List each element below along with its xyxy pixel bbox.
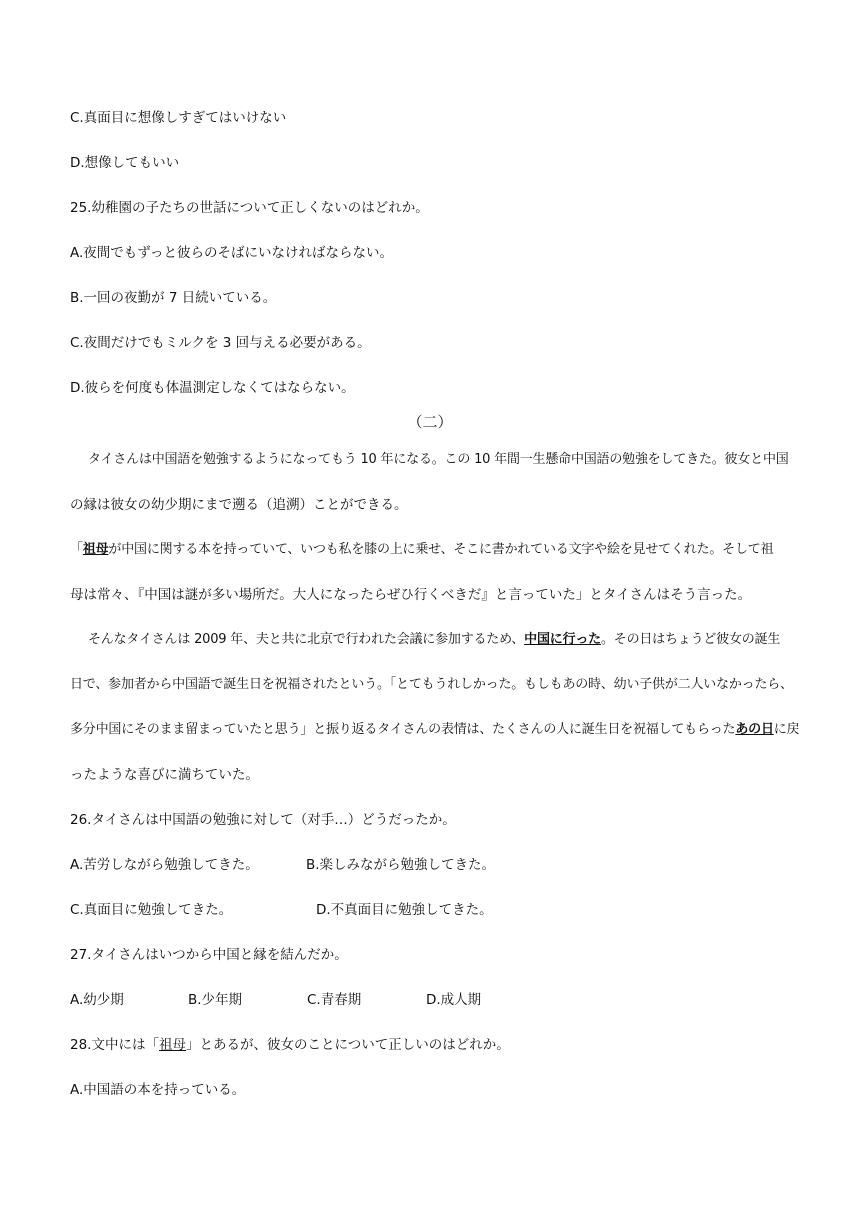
q28-question-b: 」とあるが、彼女のことについて正しいのはどれか。 xyxy=(185,1037,510,1053)
passage-p3-line4: ったような喜びに満ちていた。 xyxy=(70,767,259,783)
passage-p3-line2: 日で、参加者から中国語で誕生日を祝福されたという。「とてもうれしかった。もしもあの時、幼い子供が二人いなかったら、 xyxy=(70,677,793,692)
passage-p3-line1-b: 。その日はちょうど彼女の誕生 xyxy=(600,632,781,647)
q28-option-a: A.中国語の本を持っている。 xyxy=(70,1082,246,1098)
q27-option-d: D.成人期 xyxy=(426,992,482,1008)
q28-question-a: 28.文中には「 xyxy=(70,1037,159,1053)
q26-option-a: A.苦労しながら勉強してきた。 xyxy=(70,857,259,873)
passage-p2-line1-rest: が中国に関する本を持っていて、いつも私を膝の上に乗せ、そこに書かれている文字や絵を見せてくれた。そして祖 xyxy=(108,542,774,557)
q27-options xyxy=(70,990,802,1010)
q27-question: 27.タイさんはいつから中国と縁を結んだか。 xyxy=(70,947,348,963)
passage-p1-line1: タイさんは中国語を勉強するようになってもう 10 年になる。この 10 年間一生懸命中国語の勉強をしてきた。彼女と中国 xyxy=(88,452,789,467)
q27-option-c: C.青春期 xyxy=(307,992,362,1008)
ano-hi-underlined: あの日 xyxy=(735,722,774,737)
q26-option-b: B.楽しみながら勉強してきた。 xyxy=(306,857,496,873)
passage-p2-line1 xyxy=(70,540,802,560)
q26-options-row1 xyxy=(70,855,802,875)
sobo-underlined: 祖母 xyxy=(82,542,109,557)
chugoku-ni-itta-underlined: 中国に行った xyxy=(524,632,601,647)
q24-option-c: C.真面目に想像しすぎてはいけない xyxy=(70,110,287,126)
q25-option-b: B.一回の夜勤が 7 日続いている。 xyxy=(70,290,277,306)
passage-p1-line2: の縁は彼女の幼少期にまで遡る（追溯）ことができる。 xyxy=(70,497,408,513)
q26-question: 26.タイさんは中国語の勉強に対して（对手…）どうだったか。 xyxy=(70,812,456,828)
q26-options-row2 xyxy=(70,900,802,920)
q25-question: 25.幼稚園の子たちの世話について正しくないのはどれか。 xyxy=(70,200,429,216)
passage-p3-line1-a: そんなタイさんは 2009 年、夫と共に北京で行われた会議に参加するため、 xyxy=(88,632,525,647)
q26-option-d: D.不真面目に勉強してきた。 xyxy=(316,902,493,918)
open-bracket: 「 xyxy=(70,542,83,557)
q25-option-d: D.彼らを何度も体温測定しなくてはならない。 xyxy=(70,380,355,396)
passage-p3-line3-b: に戻 xyxy=(773,722,800,737)
passage-p3-line1 xyxy=(70,630,802,650)
q28-sobo-underlined: 祖母 xyxy=(158,1037,186,1053)
q26-option-c: C.真面目に勉強してきた。 xyxy=(70,902,233,918)
passage-p3-line3-a: 多分中国にそのまま留まっていたと思う」と振り返るタイさんの表情は、たくさんの人に誕生日を祝福してもらった xyxy=(70,722,736,737)
q28-question xyxy=(70,1035,802,1055)
q27-option-a: A.幼少期 xyxy=(70,992,124,1008)
q25-option-c: C.夜間だけでもミルクを 3 回与える必要がある。 xyxy=(70,335,371,351)
passage-p2-line2: 母は常々、『中国は謎が多い場所だ。大人になったらぜひ行くべきだ』と言っていた」とタイさんはそう言った。 xyxy=(70,587,752,603)
q24-option-d: D.想像してもいい xyxy=(70,155,180,171)
passage-p3-line3 xyxy=(70,720,802,740)
q27-option-b: B.少年期 xyxy=(188,992,243,1008)
q25-option-a: A.夜間でもずっと彼らのそばにいなければならない。 xyxy=(70,245,393,261)
section-title: （二） xyxy=(407,413,453,431)
